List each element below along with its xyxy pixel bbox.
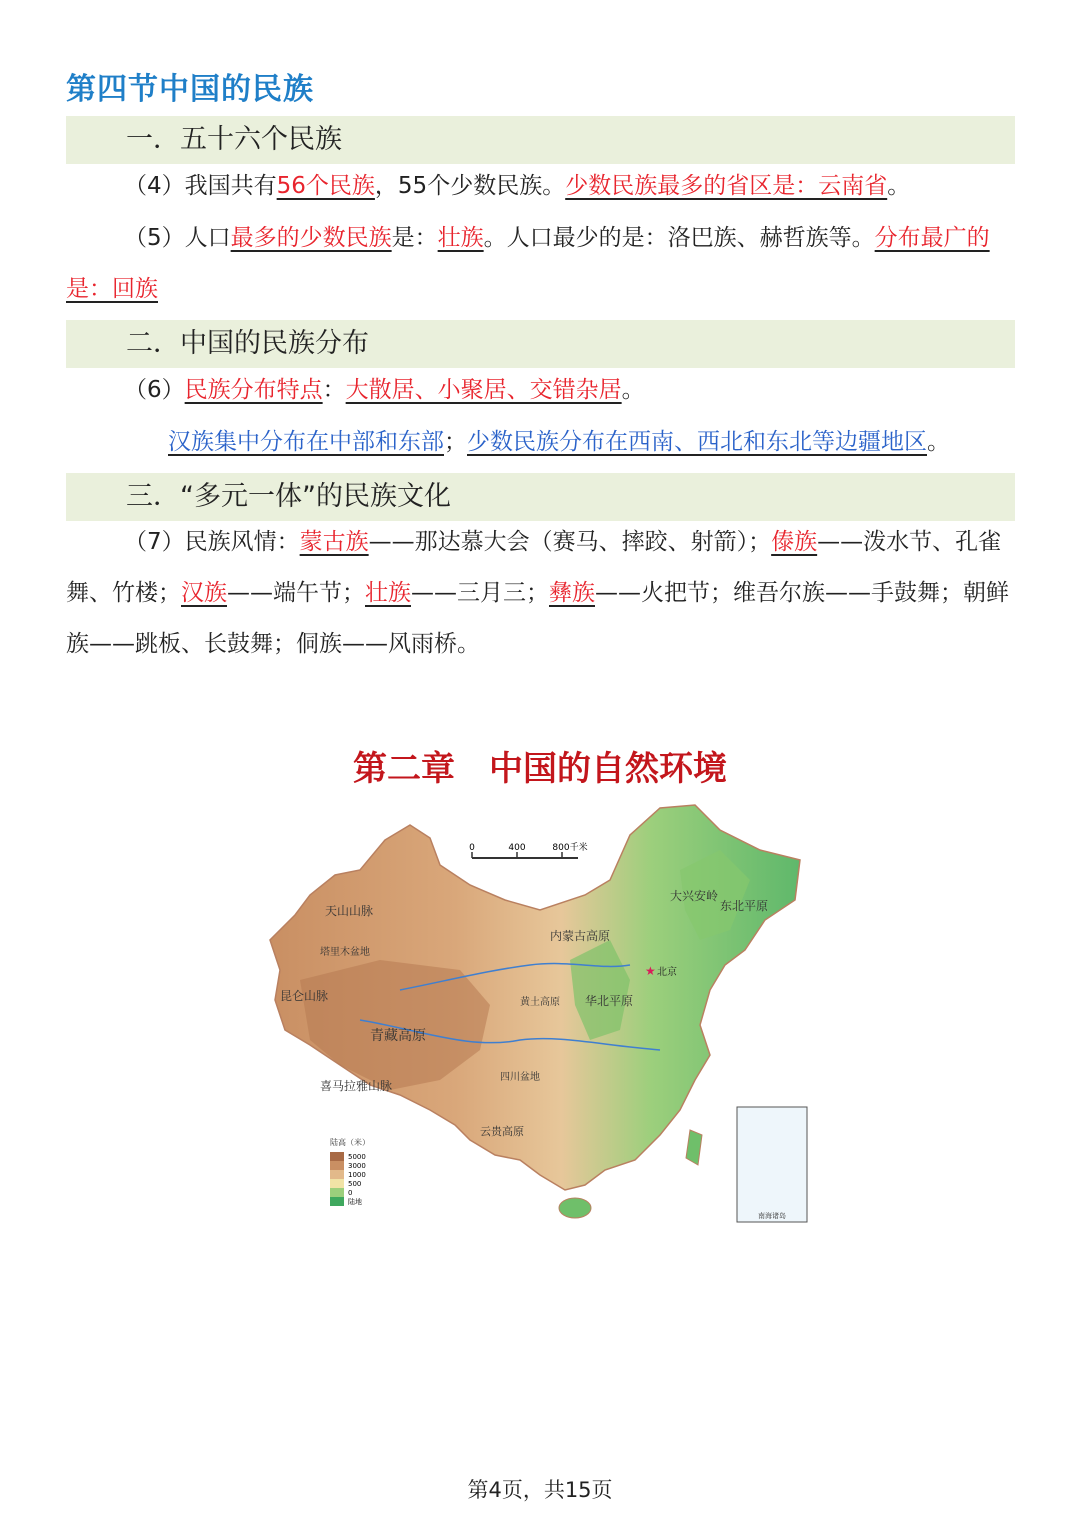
text: 是： — [391, 225, 438, 251]
highlight-red: 大散居、小聚居、交错杂居 — [345, 377, 622, 403]
text: ——火把节；维吾尔族——手鼓舞；朝鲜族——跳板、长鼓舞；侗族——风雨桥。 — [66, 580, 1009, 657]
text: ——那达慕大会（赛马、摔跤、射箭）； — [368, 529, 772, 555]
label-himalaya: 喜马拉雅山脉 — [320, 1079, 393, 1093]
label-kunlun: 昆仑山脉 — [280, 989, 329, 1003]
legend-title: 陆高（米） — [330, 1138, 370, 1147]
highlight-blue: 少数民族分布在西南、西北和东北等边疆地区 — [467, 429, 927, 455]
heading-unified-culture: 三．“多元一体”的民族文化 — [66, 473, 1015, 521]
item-number: （6） — [124, 377, 185, 403]
legend-label: 1000 — [348, 1171, 366, 1179]
highlight-blue: 汉族集中分布在中部和东部 — [168, 429, 444, 455]
beijing-label: 北京 — [657, 967, 677, 978]
inset-label: 南海诸岛 — [758, 1212, 786, 1220]
text: 。 — [621, 377, 645, 403]
label-tianshan: 天山山脉 — [325, 904, 374, 918]
label-huangtu: 黄土高原 — [520, 997, 560, 1008]
text: ——三月三； — [411, 580, 549, 606]
text: ： — [322, 377, 346, 403]
scale-label-800: 800千米 — [552, 843, 588, 853]
highlight-red: 汉族 — [181, 580, 227, 606]
text: ——泼水节、孔雀舞、竹楼； — [66, 529, 1002, 606]
label-qingzang: 青藏高原 — [370, 1028, 426, 1044]
highlight-red: 壮族 — [437, 225, 484, 251]
text: 。人口最少的是：洛巴族、赫哲族等。 — [483, 225, 875, 251]
highlight-red: 彝族 — [549, 580, 595, 606]
highlight-red: 壮族 — [365, 580, 411, 606]
south-china-sea-inset — [737, 1107, 807, 1222]
chapter-title: 第二章 中国的自然环境 — [353, 749, 727, 789]
china-terrain-map — [240, 790, 820, 1240]
item-number: （7） — [124, 529, 185, 555]
item-number: （5） — [124, 225, 185, 251]
capital-star-icon: ★ — [645, 964, 656, 978]
text: 。 — [887, 173, 911, 199]
legend-label: 3000 — [348, 1162, 366, 1170]
label-neimeng: 内蒙古高原 — [550, 929, 611, 943]
text: 。 — [927, 429, 950, 455]
label-dongbei: 东北平原 — [720, 899, 769, 913]
scale-label-400: 400 — [508, 843, 526, 853]
legend-label: 陆地 — [348, 1198, 362, 1206]
scale-label-0: 0 — [469, 843, 475, 853]
highlight-red: 少数民族最多的省区是：云南省 — [565, 173, 888, 199]
section-title: 第四节中国的民族 — [66, 72, 314, 107]
text: 民族风情： — [184, 529, 300, 555]
text: ； — [444, 429, 467, 455]
paragraph-7 — [66, 517, 1016, 670]
label-sichuan: 四川盆地 — [500, 1072, 540, 1083]
highlight-red: 分布最广的是：回族 — [66, 225, 990, 302]
heading-56-ethnic-groups: 一．五十六个民族 — [66, 116, 1015, 164]
paragraph-5 — [66, 213, 1016, 315]
text: ——端午节； — [227, 580, 365, 606]
hainan-island — [559, 1198, 591, 1218]
item-number: （4） — [124, 173, 185, 199]
label-tarim: 塔里木盆地 — [320, 947, 370, 958]
paragraph-6 — [66, 365, 1016, 416]
highlight-red: 民族分布特点 — [184, 377, 323, 403]
text: 人口 — [184, 225, 231, 251]
distribution-blue-line — [168, 417, 1028, 468]
legend-label: 500 — [348, 1180, 362, 1188]
legend-label: 5000 — [348, 1153, 366, 1161]
label-daxinganling: 大兴安岭 — [670, 889, 719, 903]
paragraph-4 — [66, 161, 1016, 212]
page-footer: 第4页，共15页 — [467, 1478, 613, 1502]
highlight-red: 56个民族 — [276, 173, 375, 199]
label-yungui: 云贵高原 — [480, 1125, 524, 1138]
highlight-red: 傣族 — [771, 529, 818, 555]
highlight-red: 最多的少数民族 — [230, 225, 392, 251]
taiwan-island — [686, 1130, 702, 1165]
highlight-red: 蒙古族 — [299, 529, 369, 555]
text: 我国共有 — [184, 173, 277, 199]
heading-ethnic-distribution: 二．中国的民族分布 — [66, 320, 1015, 368]
legend-label: 0 — [348, 1189, 353, 1197]
label-huabei: 华北平原 — [585, 994, 634, 1008]
text: ，55个少数民族。 — [374, 173, 566, 199]
